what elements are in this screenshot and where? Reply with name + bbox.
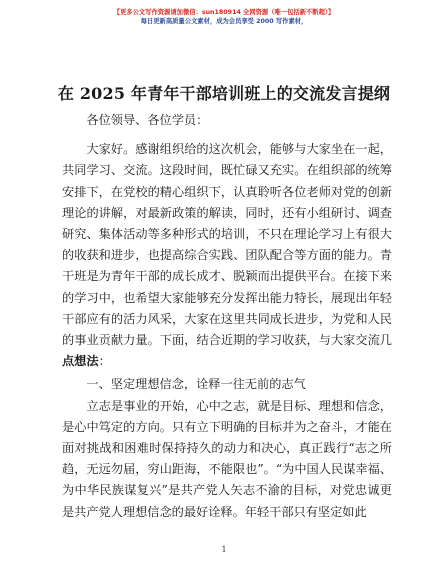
page-number: 1 bbox=[221, 545, 227, 554]
promo-banner bbox=[0, 8, 448, 26]
promo-line-1: 【更多公文写作资源请加微信：sun180914 全网资源（唯一包括新不断超）】 bbox=[113, 9, 335, 16]
document-title: 在 2025 年青年干部培训班上的交流发言提纲 bbox=[57, 84, 391, 103]
document-body bbox=[62, 110, 392, 523]
salutation: 各位领导、各位学员： bbox=[86, 113, 209, 127]
paragraph-intro-tail: ： bbox=[98, 354, 111, 369]
section-heading-1: 一、坚定理想信念，诠释一往无前的志气 bbox=[86, 377, 306, 392]
paragraph-intro-text: 大家好。感谢组织给的这次机会，能够与大家坐在一起，共同学习、交流。这段时间，既忙碌又充实。在组织部的统筹安排下，在党校的精心组织下，认真聆听各位老师对党的创新理论的讲解，对最新政策的解读，同时，还有小组研讨、调查研究、集体活动等多种形式的培训，不只在理论学习上有很大的收获和进步，也提高综合实践、团队配合等方面的能力。青干班是为青年干部的成长成才、脱颖而出提供平台。在接下来的学习中，也希望大家能够充分发挥出能力特长，展现出年轻干部应有的活力风采，大家在这里共同成长进步，为党和人民的事业贡献力量。下面，结合近期的学习收获，与大家交流几 bbox=[62, 142, 392, 348]
paragraph-intro-bold: 点想法 bbox=[62, 354, 99, 369]
promo-line-2: 每日更新高质量公文素材，成为会员享受 2000 写作素材， bbox=[140, 18, 308, 25]
paragraph-intro bbox=[62, 139, 392, 372]
paragraph-section-1: 立志是事业的开始，心中之志，就是目标、理想和信念，是心中笃定的方向。只有立下明确的目标并为之奋斗，才能在面对挑战和困难时保持持久的动力和决心，真正践行“志之所趋，无远勿届，穷山距海，不能限也”。“为中国人民谋幸福、为中华民族谋复兴”是共产党人矢志不渝的目标，对党忠诚更是共产党人理想信念的最好诠释。年轻干部只有坚定如此 bbox=[62, 398, 392, 519]
